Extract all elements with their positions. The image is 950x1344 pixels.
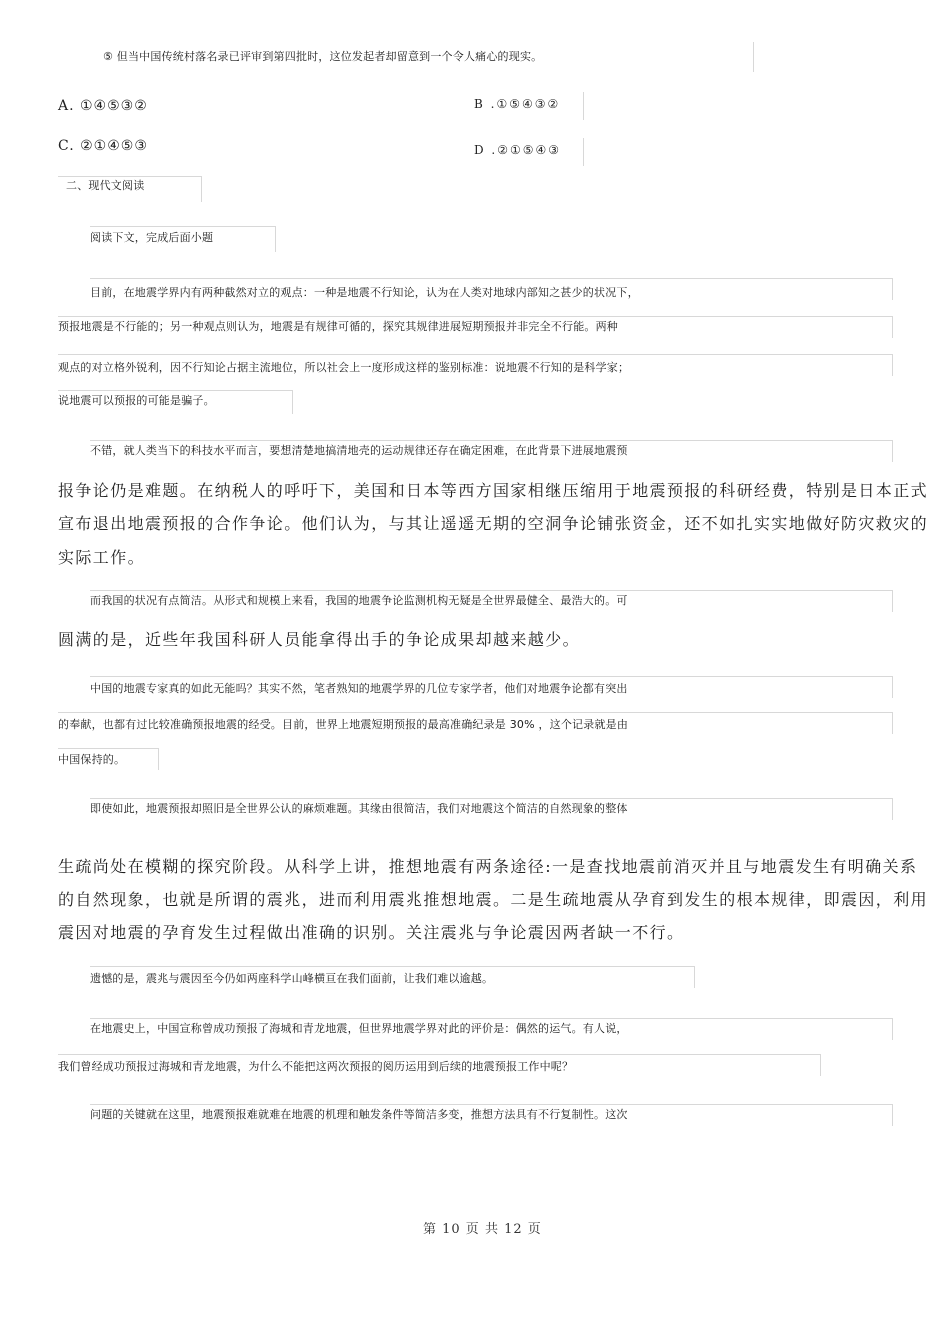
option-b[interactable]: B .①⑤④③② <box>474 97 561 111</box>
text-line: 问题的关键就在这里，地震预报难就难在地震的机理和触发条件等简洁多变，推想方法具有不行复制性。这次 <box>90 1108 628 1121</box>
text-line: 目前，在地震学界内有两种截然对立的观点：一种是地震不行知论，认为在人类对地球内部知之甚少的状况下， <box>90 286 639 299</box>
text-line: 实际工作。 <box>58 548 146 567</box>
text-line: 遗憾的是，震兆与震因至今仍如两座科学山峰横亘在我们面前，让我们难以逾越。 <box>90 972 494 985</box>
text-line: 报争论仍是难题。在纳税人的呼吁下，美国和日本等西方国家相继压缩用于地震预报的科研经费，特别是日本正式 <box>58 481 929 500</box>
text-line: 震因对地震的孕育发生过程做出准确的识别。关注震兆与争论震因两者缺一不行。 <box>58 923 685 942</box>
option-d[interactable]: D .②①⑤④③ <box>474 143 562 157</box>
text-line: 而我国的状况有点简洁。从形式和规模上来看，我国的地震争论监测机构无疑是全世界最健全、最浩大的。可 <box>90 594 628 607</box>
text-line: 我们曾经成功预报过海城和青龙地震，为什么不能把这两次预报的阅历运用到后续的地震预报工作中呢？ <box>58 1060 574 1073</box>
text-line: 在地震史上，中国宣称曾成功预报了海城和青龙地震，但世界地震学界对此的评价是：偶然的运气。有人说， <box>90 1022 628 1035</box>
option-a[interactable]: A. ①④⑤③② <box>58 98 148 114</box>
text-line: 圆满的是，近些年我国科研人员能拿得出手的争论成果却越来越少。 <box>58 630 581 649</box>
text-line: 宣布退出地震预报的合作争论。他们认为，与其让遥遥无期的空洞争论铺张资金，还不如扎实实地做好防灾救灾的 <box>58 514 929 533</box>
text-line: 预报地震是不行能的；另一种观点则认为，地震是有规律可循的，探究其规律进展短期预报并非完全不行能。两种 <box>58 320 618 333</box>
text-line: 中国保持的。 <box>58 753 126 766</box>
text-line: 的自然现象，也就是所谓的震兆，进而利用震兆推想地震。二是生疏地震从孕育到发生的根本规律，即震因，利用 <box>58 890 929 909</box>
text-line: 不错，就人类当下的科技水平而言，要想清楚地搞清地壳的运动规律还存在确定困难，在此背景下进展地震预 <box>90 444 628 457</box>
text-line: 观点的对立格外锐利，因不行知论占据主流地位，所以社会上一度形成这样的鉴别标准：说地震不行知的是科学家； <box>58 361 630 374</box>
list-item-5: ⑤ 但当中国传统村落名录已评审到第四批时，这位发起者却留意到一个令人痛心的现实。 <box>103 50 543 63</box>
reading-instruction: 阅读下文，完成后面小题 <box>90 231 214 244</box>
text-line: 说地震可以预报的可能是骗子。 <box>58 394 215 407</box>
text-line: 即使如此，地震预报却照旧是全世界公认的麻烦难题。其缘由很简洁，我们对地震这个简洁的自然现象的整体 <box>90 802 628 815</box>
text-line: 中国的地震专家真的如此无能吗？其实不然，笔者熟知的地震学界的几位专家学者，他们对地震争论都有突出 <box>90 682 628 695</box>
text-line: 生疏尚处在模糊的探究阶段。从科学上讲，推想地震有两条途径:一是查找地震前消灭并且与地震发生有明确关系 <box>58 857 918 876</box>
text-line: 的奉献，也都有过比较准确预报地震的经受。目前，世界上地震短期预报的最高准确纪录是 30% ，这个记录就是由 <box>58 718 629 731</box>
option-c[interactable]: C. ②①④⑤③ <box>58 138 148 154</box>
page-number: 第 10 页 共 12 页 <box>423 1222 542 1237</box>
section-title: 二、现代文阅读 <box>66 179 145 192</box>
